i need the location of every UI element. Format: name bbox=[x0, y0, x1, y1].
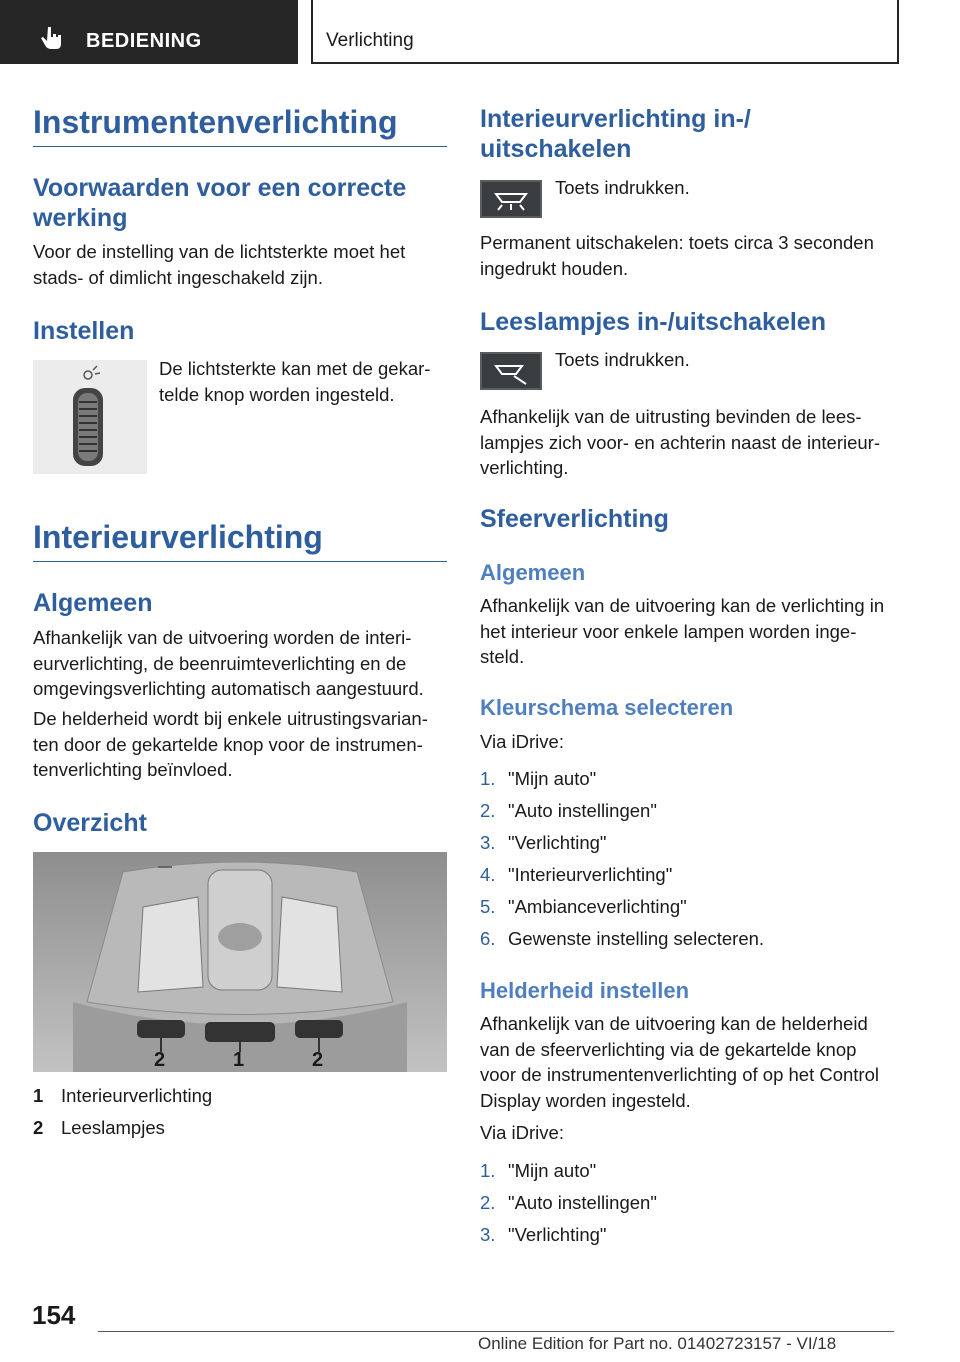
heading-instellen: Instellen bbox=[33, 317, 135, 345]
heading-algemeen: Algemeen bbox=[33, 589, 153, 617]
callout-right: 2 bbox=[312, 1049, 324, 1071]
list-kleurschema bbox=[480, 763, 764, 955]
paragraph-algemeen-1: Afhankelijk van de uitvoering worden de interi-eurverlichting, de beenruimteverlichting en de omgevingsverlichting automatisch aangestuurd. bbox=[33, 627, 424, 699]
reading-light-button[interactable] bbox=[480, 352, 542, 390]
knurled-knob-image bbox=[33, 360, 147, 474]
list-item: 4. "Interieurverlichting" bbox=[480, 864, 673, 885]
heading-voorwaarden: Voorwaarden voor een correcte werking bbox=[33, 174, 407, 232]
list-item: 3. "Verlichting" bbox=[480, 1224, 607, 1245]
paragraph-toets-2: Toets indrukken. bbox=[555, 349, 690, 370]
paragraph-leeslampjes: Afhankelijk van de uitrusting bevinden de lees-lampjes zich voor- en achterin naast de interieur-verlichting. bbox=[480, 406, 880, 478]
paragraph-helderheid: Afhankelijk van de uitvoering kan de helderheid van de sfeerverlichting via de gekartelde knop voor de instrumentenverlichting of op het Control Display worden ingesteld. bbox=[480, 1013, 879, 1111]
list-item: 1. "Mijn auto" bbox=[480, 1160, 597, 1181]
paragraph-voorwaarden: Voor de instelling van de lichtsterkte moet het stads- of dimlicht ingeschakeld zijn. bbox=[33, 241, 406, 288]
footer-rule bbox=[98, 1331, 894, 1332]
list-helderheid bbox=[480, 1155, 657, 1251]
interior-light-icon bbox=[482, 182, 540, 216]
paragraph-sfeer: Afhankelijk van de uitvoering kan de verlichting in het interieur voor enkele lampen worden inge-steld. bbox=[480, 595, 885, 667]
heading-interieur-inuit: Interieurverlichting in-/ uitschakelen bbox=[480, 105, 751, 163]
list-item: 3. "Verlichting" bbox=[480, 832, 607, 853]
paragraph-toets-1: Toets indrukken. bbox=[555, 177, 690, 198]
heading-helderheid: Helderheid instellen bbox=[480, 978, 690, 1003]
page-number: 154 bbox=[32, 1300, 76, 1330]
list-item: 5. "Ambianceverlichting" bbox=[480, 896, 687, 917]
knurled-knob-icon bbox=[33, 360, 147, 474]
heading-rule-2 bbox=[33, 561, 447, 562]
legend-item: 1 Interieurverlichting bbox=[33, 1085, 213, 1106]
heading-sfeerverlichting: Sfeerverlichting bbox=[480, 505, 669, 533]
heading-interieurverlichting: Interieurverlichting bbox=[33, 519, 323, 555]
via-idrive-2: Via iDrive: bbox=[480, 1122, 564, 1143]
heading-overzicht: Overzicht bbox=[33, 809, 147, 837]
overhead-console-image bbox=[33, 852, 447, 1072]
heading-leeslampjes: Leeslampjes in-/uitschakelen bbox=[480, 308, 826, 336]
list-item: 2. "Auto instellingen" bbox=[480, 800, 657, 821]
heading-instrumentenverlichting: Instrumentenverlichting bbox=[33, 104, 398, 140]
overhead-console-illustration bbox=[33, 852, 447, 1072]
heading-kleurschema: Kleurschema selecteren bbox=[480, 695, 734, 720]
list-item: 2. "Auto instellingen" bbox=[480, 1192, 657, 1213]
reading-light-icon bbox=[482, 354, 540, 388]
heading-algemeen-2: Algemeen bbox=[480, 560, 586, 585]
list-item: 6. Gewenste instelling selecteren. bbox=[480, 928, 765, 949]
list-item: 1. "Mijn auto" bbox=[480, 768, 597, 789]
footer-edition: Online Edition for Part no. 01402723157 - VI/18 bbox=[478, 1334, 837, 1353]
legend-item: 2 Leeslampjes bbox=[33, 1117, 165, 1138]
section-tab bbox=[0, 0, 298, 64]
chapter-tab bbox=[311, 0, 899, 64]
via-idrive-1: Via iDrive: bbox=[480, 731, 564, 752]
paragraph-permanent: Permanent uitschakelen: toets circa 3 seconden ingedrukt houden. bbox=[480, 232, 874, 279]
heading-rule bbox=[33, 146, 447, 147]
callout-center: 1 bbox=[233, 1049, 245, 1071]
paragraph-algemeen-2: De helderheid wordt bij enkele uitrustingsvarian-ten door de gekartelde knop voor de instrumen-tenverlichting beïnvloed. bbox=[33, 708, 428, 780]
callout-left: 2 bbox=[154, 1049, 166, 1071]
interior-light-button[interactable] bbox=[480, 180, 542, 218]
paragraph-instellen: De lichtsterkte kan met de gekar-telde knop worden ingesteld. bbox=[159, 358, 431, 405]
chapter-title: Verlichting bbox=[326, 30, 414, 51]
section-title: BEDIENING bbox=[86, 30, 202, 52]
hand-pointer-icon bbox=[40, 25, 66, 51]
